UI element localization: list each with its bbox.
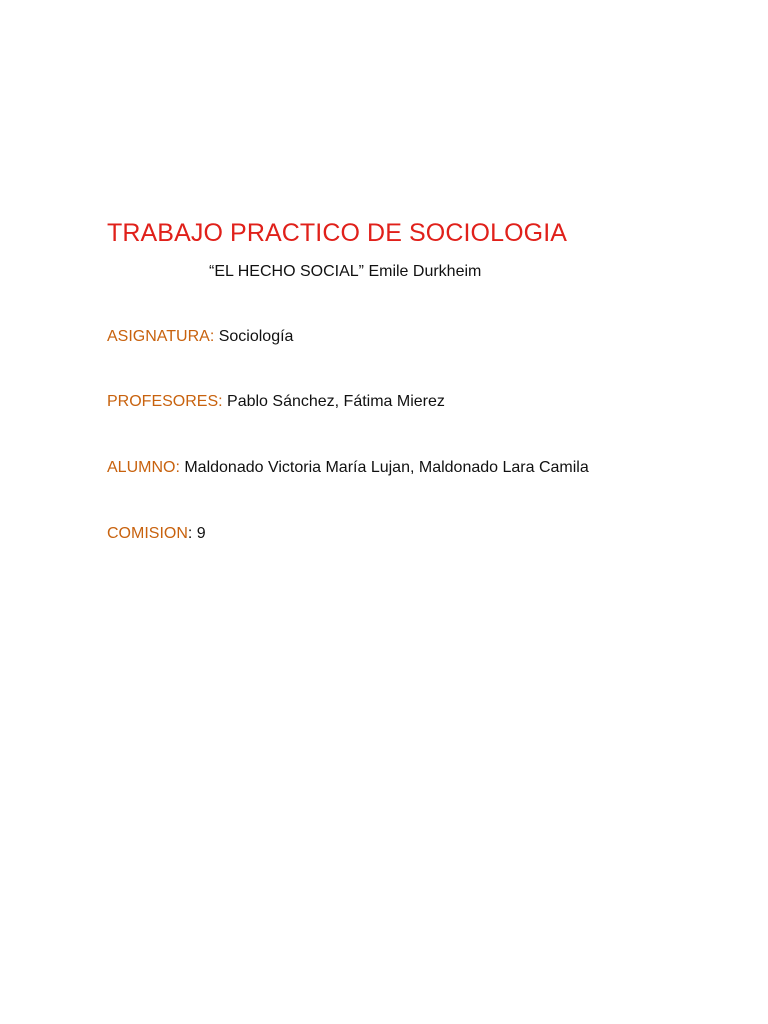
document-title: TRABAJO PRACTICO DE SOCIOLOGIA	[107, 219, 568, 247]
field-label: ALUMNO:	[107, 459, 180, 476]
field-value: Maldonado Victoria María Lujan, Maldonado Lara Camila	[179, 459, 589, 476]
field-value: Pablo Sánchez, Fátima Mierez	[222, 393, 445, 410]
document-subtitle: “EL HECHO SOCIAL” Emile Durkheim	[209, 263, 482, 280]
field-label: ASIGNATURA:	[107, 328, 215, 345]
field-asignatura	[107, 328, 293, 346]
field-label: PROFESORES:	[107, 393, 223, 410]
field-profesores	[107, 393, 445, 411]
field-alumno	[107, 459, 589, 477]
field-label: COMISION	[107, 525, 188, 542]
field-comision	[107, 525, 206, 543]
field-value: : 9	[187, 525, 206, 542]
field-value: Sociología	[214, 328, 294, 345]
